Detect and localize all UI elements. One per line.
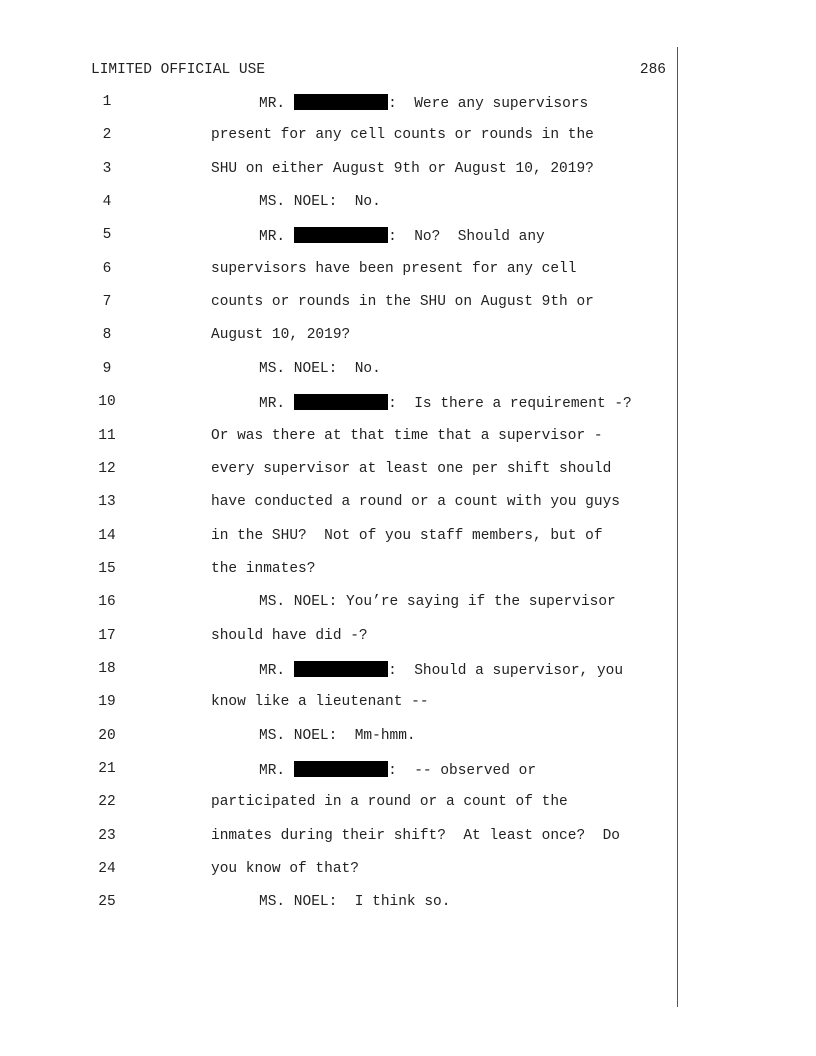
line-number: 24 xyxy=(98,861,116,878)
spoken-text: MS. NOEL: You’re saying if the supervisor xyxy=(259,594,616,611)
line-number: 10 xyxy=(98,394,116,411)
line-text xyxy=(211,428,603,444)
line-number: 25 xyxy=(98,894,116,911)
spoken-text: should have did -? xyxy=(211,627,368,644)
line-text xyxy=(211,294,594,310)
line-text xyxy=(211,828,620,844)
spoken-text: every supervisor at least one per shift should xyxy=(211,460,612,477)
spoken-text: SHU on either August 9th or August 10, 2019? xyxy=(211,160,594,177)
line-number: 2 xyxy=(102,127,112,144)
speaker-label: MR. xyxy=(259,763,286,779)
spoken-text: Or was there at that time that a supervisor - xyxy=(211,427,603,444)
spoken-text: August 10, 2019? xyxy=(211,327,351,344)
spoken-text: MS. NOEL: No. xyxy=(259,360,381,377)
line-number: 7 xyxy=(102,294,112,311)
line-text xyxy=(259,94,588,112)
spoken-text: the inmates? xyxy=(211,560,316,577)
line-text xyxy=(259,894,450,910)
line-text xyxy=(211,628,368,644)
line-text xyxy=(259,761,536,779)
line-number: 14 xyxy=(98,527,116,544)
line-number: 9 xyxy=(102,360,112,377)
line-number: 13 xyxy=(98,494,116,511)
line-number: 22 xyxy=(98,794,116,811)
spoken-text: : No? Should any xyxy=(388,229,545,246)
spoken-text: know like a lieutenant -- xyxy=(211,694,429,711)
line-text xyxy=(259,194,381,210)
spoken-text: : Is there a requirement -? xyxy=(388,396,632,413)
spoken-text: : Should a supervisor, you xyxy=(388,662,624,679)
page-number: 286 xyxy=(639,62,666,78)
spoken-text: you know of that? xyxy=(211,861,359,878)
line-text xyxy=(259,394,632,412)
line-text xyxy=(211,794,568,810)
spoken-text: inmates during their shift? At least once? Do xyxy=(211,827,620,844)
redaction-box xyxy=(294,661,388,677)
line-number: 15 xyxy=(98,560,116,577)
spoken-text: : -- observed or xyxy=(388,763,537,779)
line-number: 19 xyxy=(98,694,116,711)
line-text xyxy=(259,594,616,610)
line-text xyxy=(211,561,315,577)
spoken-text: participated in a round or a count of the xyxy=(211,794,568,811)
line-number: 12 xyxy=(98,460,116,477)
speaker-label: MR. xyxy=(259,229,286,246)
line-text xyxy=(211,461,611,477)
spoken-text: supervisors have been present for any cell xyxy=(211,260,577,277)
spoken-text: have conducted a round or a count with you guys xyxy=(211,494,620,511)
line-text xyxy=(259,728,416,744)
line-text xyxy=(211,494,620,510)
line-number: 1 xyxy=(102,94,112,110)
spoken-text: MS. NOEL: No. xyxy=(259,194,381,211)
line-text xyxy=(211,861,359,877)
line-text xyxy=(259,227,545,245)
line-number: 23 xyxy=(98,827,116,844)
line-number: 16 xyxy=(98,594,116,611)
redaction-box xyxy=(294,761,388,777)
line-number: 8 xyxy=(102,327,112,344)
line-text xyxy=(259,361,381,377)
line-number: 18 xyxy=(98,660,116,677)
line-number: 3 xyxy=(102,160,112,177)
line-text xyxy=(211,528,603,544)
line-text xyxy=(211,327,350,343)
spoken-text: present for any cell counts or rounds in the xyxy=(211,127,594,144)
line-number: 17 xyxy=(98,627,116,644)
speaker-label: MR. xyxy=(259,662,286,679)
speaker-label: MR. xyxy=(259,396,286,413)
line-number: 5 xyxy=(102,227,112,244)
spoken-text: in the SHU? Not of you staff members, but of xyxy=(211,527,603,544)
spoken-text: : Were any supervisors xyxy=(388,96,589,112)
line-text xyxy=(211,261,576,277)
line-text xyxy=(259,661,623,679)
redaction-box xyxy=(294,94,388,110)
speaker-label: MR. xyxy=(259,96,286,112)
line-number: 21 xyxy=(98,761,116,777)
header-classification: LIMITED OFFICIAL USE xyxy=(91,62,266,78)
spoken-text: counts or rounds in the SHU on August 9th or xyxy=(211,294,594,311)
line-text xyxy=(211,161,594,177)
line-text xyxy=(211,694,429,710)
spoken-text: MS. NOEL: Mm-hmm. xyxy=(259,727,416,744)
line-number: 4 xyxy=(102,194,112,211)
spoken-text: MS. NOEL: I think so. xyxy=(259,894,451,911)
line-number: 11 xyxy=(98,427,116,444)
right-margin-rule xyxy=(677,47,678,1007)
line-number: 6 xyxy=(102,260,112,277)
line-number: 20 xyxy=(98,727,116,744)
redaction-box xyxy=(294,227,388,243)
redaction-box xyxy=(294,394,388,410)
line-text xyxy=(211,127,594,143)
